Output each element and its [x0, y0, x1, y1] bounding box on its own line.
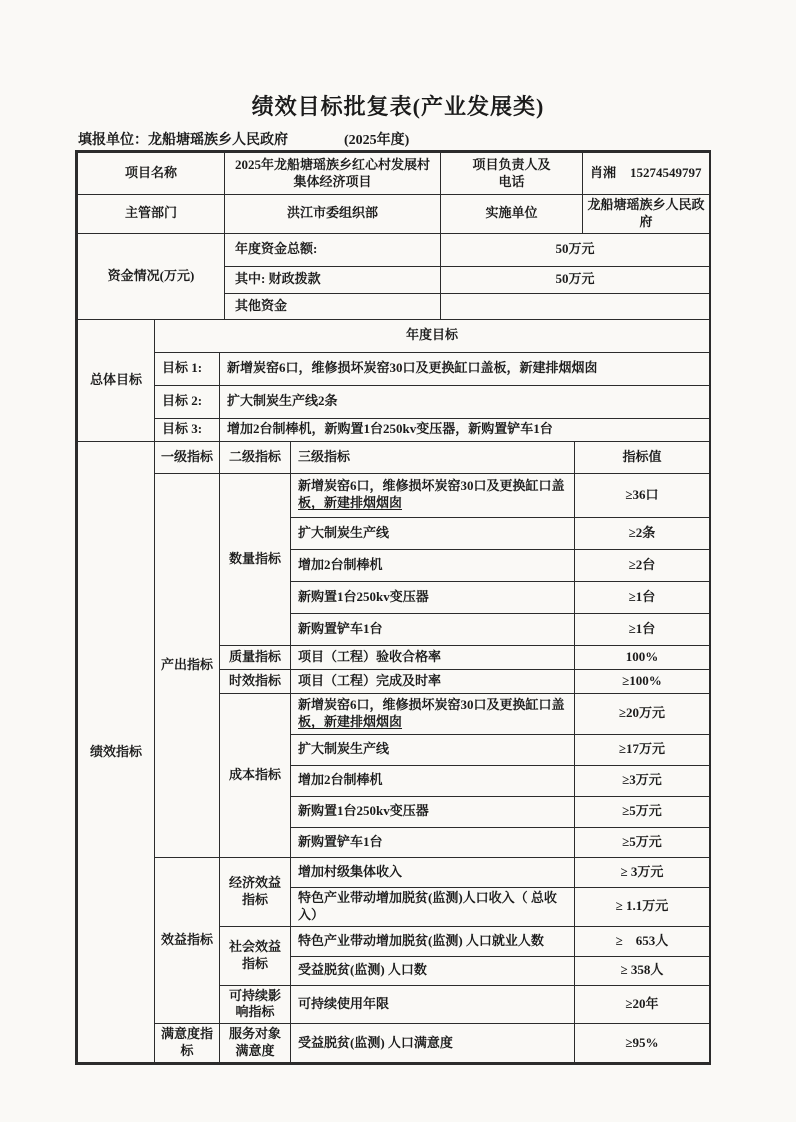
indicator-row-text: 可持续使用年限: [291, 985, 575, 1024]
goal-2-label: 目标 2:: [155, 385, 220, 418]
reporting-unit-label: 填报单位：: [78, 133, 148, 148]
indicator-row-value: ≥ 1.1万元: [575, 887, 710, 926]
funding-fiscal-value: 50万元: [441, 266, 710, 293]
goal-3-label: 目标 3:: [155, 418, 220, 441]
indicator-row-text: 特色产业带动增加脱贫(监测) 人口就业人数: [291, 926, 575, 956]
funding-other-value: [441, 293, 710, 319]
indicator-row-text: 新增炭窑6口，维修损坏炭窑30口及更换缸口盖板，新建排烟烟囱: [291, 693, 575, 734]
reporting-unit-line: [78, 129, 409, 149]
indicator-row-text: 新购置铲车1台: [291, 827, 575, 857]
indicator-row-value: 100%: [575, 645, 710, 669]
indicator-row-text: 受益脱贫(监测) 人口数: [291, 956, 575, 985]
annual-goal-header: 年度目标: [155, 319, 710, 352]
impl-unit-label: 实施单位: [441, 195, 583, 234]
indicator-row-text: 增加2台制棒机: [291, 765, 575, 796]
indicator-row-value: ≥100%: [575, 669, 710, 693]
indicators-label: 绩效指标: [78, 441, 155, 1062]
indicator-row-value: ≥2台: [575, 549, 710, 581]
funding-fiscal-label: 其中: 财政拨款: [225, 266, 441, 293]
indicator-row-value: ≥5万元: [575, 827, 710, 857]
timeliness-indicator-label: 时效指标: [220, 669, 291, 693]
leader-name: 肖湘: [590, 165, 617, 181]
leader-phone: 15274549797: [630, 165, 702, 181]
indicator-row-text: 项目（工程）验收合格率: [291, 645, 575, 669]
page-title: 绩效目标批复表(产业发展类): [251, 94, 545, 119]
project-name-value: 2025年龙船塘瑶族乡红心村发展村集体经济项目: [225, 153, 441, 195]
impl-unit-value: 龙船塘瑶族乡人民政府: [583, 195, 710, 234]
funding-section: [77, 233, 710, 320]
level3-header: 三级指标: [291, 441, 575, 473]
indicator-row-text: 新增炭窑6口，维修损坏炭窑30口及更换缸口盖板，新建排烟烟囱: [291, 473, 575, 517]
indicator-row-value: ≥ 653人: [575, 926, 710, 956]
indicator-row-text: 受益脱贫(监测) 人口满意度: [291, 1024, 575, 1063]
sustainability-indicator-label: 可持续影响指标: [220, 985, 291, 1024]
funding-other-label: 其他资金: [225, 293, 441, 319]
level2-header: 二级指标: [220, 441, 291, 473]
leader-value: [583, 153, 710, 195]
indicator-row-value: ≥20年: [575, 985, 710, 1024]
indicator-row-text: 特色产业带动增加脱贫(监测)人口收入（ 总收入）: [291, 887, 575, 926]
indicator-row-text: 新购置1台250kv变压器: [291, 796, 575, 827]
social-benefit-label: 社会效益指标: [220, 926, 291, 985]
goal-3-text: 增加2台制棒机，新购置1台250kv变压器，新购置铲车1台: [220, 418, 710, 441]
indicator-row-value: ≥1台: [575, 613, 710, 645]
indicator-row-value: ≥ 358人: [575, 956, 710, 985]
funding-total-label: 年度资金总额:: [225, 233, 441, 266]
indicator-row-text: 扩大制炭生产线: [291, 517, 575, 549]
performance-target-table: [75, 150, 711, 1065]
indicator-row-value: ≥5万元: [575, 796, 710, 827]
quantity-indicator-label: 数量指标: [220, 473, 291, 645]
indicators-section: [77, 441, 710, 1063]
indicator-row-value: ≥ 3万元: [575, 857, 710, 887]
cost-indicator-label: 成本指标: [220, 693, 291, 857]
indicator-row-text: 项目（工程）完成及时率: [291, 669, 575, 693]
indicator-row-value: ≥1台: [575, 581, 710, 613]
goal-2-text: 扩大制炭生产线2条: [220, 385, 710, 418]
overall-goals-section: [77, 319, 710, 442]
economic-benefit-label: 经济效益指标: [220, 857, 291, 926]
project-header-section: [77, 152, 710, 234]
dept-label: 主管部门: [78, 195, 225, 234]
satisfaction-indicator-label: 满意度指标: [155, 1024, 220, 1063]
funding-total-value: 50万元: [441, 233, 710, 266]
dept-value: 洪江市委组织部: [225, 195, 441, 234]
indicator-row-text: 新购置铲车1台: [291, 613, 575, 645]
reporting-unit-value: 龙船塘瑶族乡人民政府: [148, 133, 288, 148]
indicator-row-value: ≥2条: [575, 517, 710, 549]
value-header: 指标值: [575, 441, 710, 473]
indicator-row-text: 扩大制炭生产线: [291, 734, 575, 765]
fiscal-year: (2025年度): [344, 133, 410, 148]
output-indicator-label: 产出指标: [155, 473, 220, 857]
indicator-row-value: ≥3万元: [575, 765, 710, 796]
indicator-row-text: 增加村级集体收入: [291, 857, 575, 887]
service-satisfaction-label: 服务对象满意度: [220, 1024, 291, 1063]
indicator-row-value: ≥36口: [575, 473, 710, 517]
indicator-row-value: ≥17万元: [575, 734, 710, 765]
funding-label: 资金情况(万元): [78, 233, 225, 319]
indicator-row-text: 新购置1台250kv变压器: [291, 581, 575, 613]
benefit-indicator-label: 效益指标: [155, 857, 220, 1024]
leader-label: 项目负责人及电话: [441, 153, 583, 195]
indicator-row-value: ≥20万元: [575, 693, 710, 734]
goal-1-text: 新增炭窑6口，维修损坏炭窑30口及更换缸口盖板，新建排烟烟囱: [220, 352, 710, 385]
level1-header: 一级指标: [155, 441, 220, 473]
indicator-row-text: 增加2台制棒机: [291, 549, 575, 581]
quality-indicator-label: 质量指标: [220, 645, 291, 669]
overall-goals-label: 总体目标: [78, 319, 155, 441]
goal-1-label: 目标 1:: [155, 352, 220, 385]
project-name-label: 项目名称: [78, 153, 225, 195]
indicator-row-value: ≥95%: [575, 1024, 710, 1063]
